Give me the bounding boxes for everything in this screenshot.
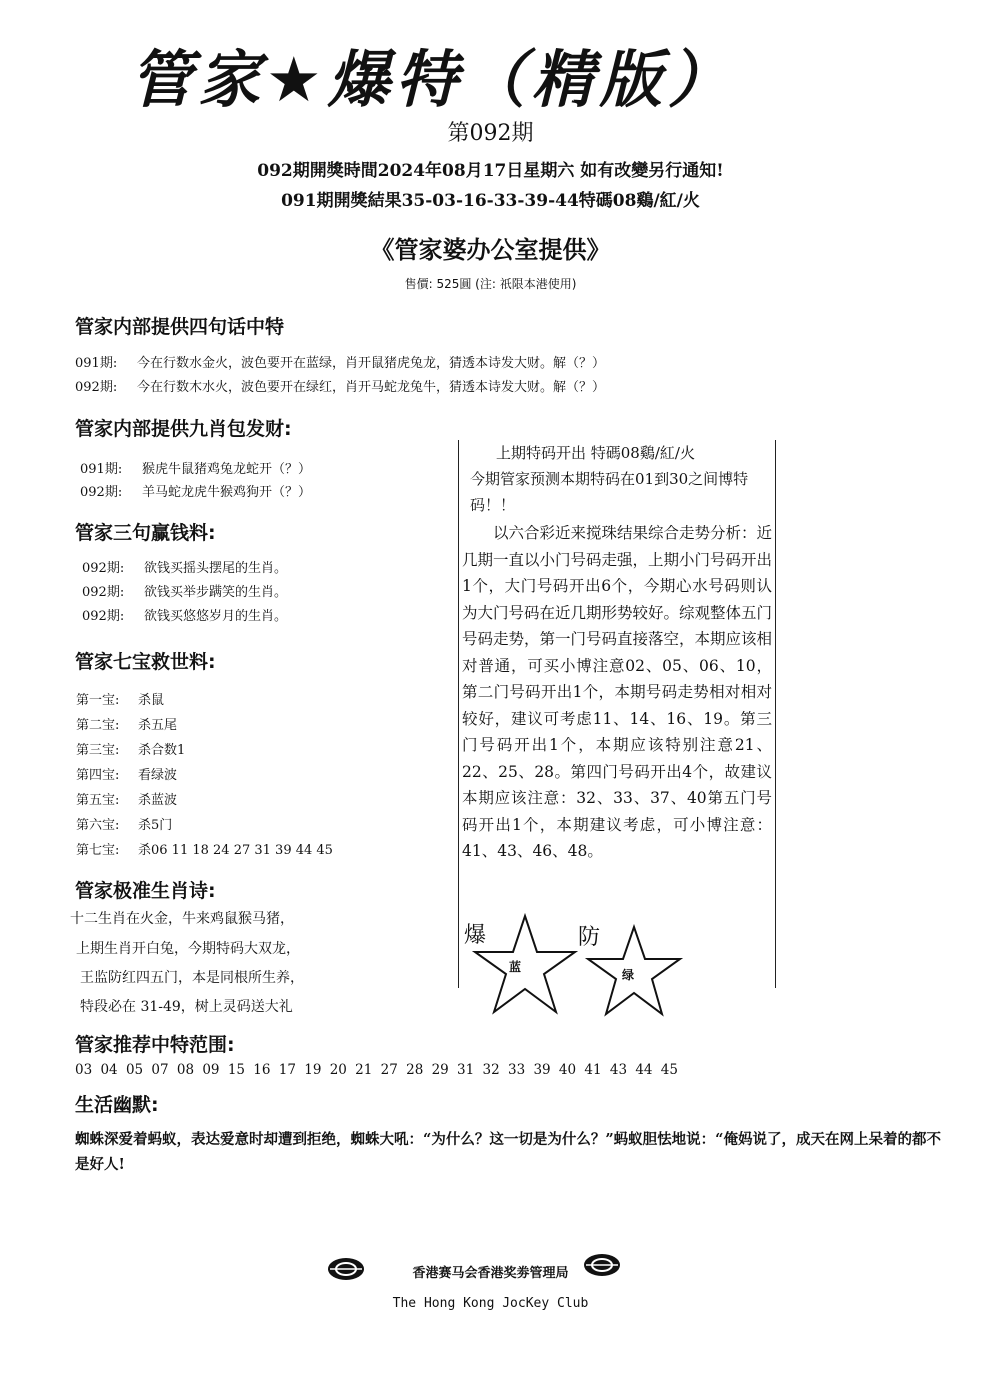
- row-label: 第四宝:: [76, 768, 120, 783]
- row-text: 今在行数木水火，波色要开在绿红，肖开马蛇龙兔牛，猜透本诗发大财。解（？）: [137, 380, 606, 395]
- row-text: 猴虎牛鼠猪鸡兔龙蛇开（？）: [142, 462, 312, 477]
- list-item: [82, 605, 287, 624]
- star-label-fang: 防: [578, 925, 601, 950]
- price: 售價: 525圓 (注: 祇限本港使用): [404, 277, 577, 291]
- analysis-header: [470, 440, 770, 518]
- row-label: 092期:: [82, 561, 125, 576]
- poem-line: 上期生肖开白兔，今期特码大双龙，: [76, 941, 300, 957]
- row-text: 今在行数水金火，波色要开在蓝绿，肖开鼠猪虎兔龙，猜透本诗发大财。解（？）: [137, 356, 606, 371]
- row-label: 第一宝:: [76, 693, 120, 708]
- banner-title: 管家★爆特（精版）: [130, 43, 736, 116]
- humor-title: 生活幽默:: [75, 1094, 159, 1116]
- draw-time: 092期開獎時間2024年08月17日星期六 如有改變另行通知!: [257, 161, 724, 181]
- list-item: [76, 764, 177, 783]
- range-numbers: 03 04 05 07 08 09 15 16 17 19 20 21 27 28 29 31 32 33 39 40 41 43 44 45: [75, 1062, 678, 1078]
- list-item: [75, 352, 605, 371]
- row-text: 欲钱买悠悠岁月的生肖。: [144, 609, 288, 624]
- row-label: 091期:: [75, 356, 118, 371]
- row-label: 092期:: [82, 609, 125, 624]
- list-item: [75, 376, 605, 395]
- row-text: 杀鼠: [138, 693, 165, 708]
- row-label: 第三宝:: [76, 743, 120, 758]
- section-range-title: 管家推荐中特范围:: [75, 1034, 235, 1056]
- issue-number: 第092期: [447, 121, 534, 146]
- poem-line: 特段必在 31-49，树上灵码送大礼: [80, 999, 293, 1015]
- analysis-body: 以六合彩近来搅珠结果综合走势分析：近几期一直以小门号码走强，上期小门号码开出1个，大门号码开出6个，今期心水号码则认为大门号码在近几期形势较好。综观整体五门号码走势，第一门号码直接落空，本期应该相对普通，可买小博注意02、05、06、10，第二门号码开出1个，本期号码走势相对相对较好，建议可考虑11、14、16、19。第三门号码开出1个，本期应该特别注意21、22、25、28。第四门号码开出4个，故建议本期应该注意：32、33、37、40第五门号码开出1个，本期建议考虑，可小博注意：41、43、46、48。: [462, 524, 773, 860]
- humor-text: 蜘蛛深爱着蚂蚁，表达爱意时却遭到拒绝，蜘蛛大吼：“为什么？这一切是为什么？”蚂蚁胆怯地说：“俺妈说了，成天在网上呆着的都不是好人!: [75, 1131, 942, 1173]
- jockey-club-logo-icon: [582, 1252, 622, 1278]
- row-text: 欲钱买摇头摆尾的生肖。: [144, 561, 288, 576]
- section-nine-zodiac-title: 管家内部提供九肖包发财:: [75, 418, 292, 440]
- row-text: 杀合数1: [138, 743, 186, 758]
- list-item: [76, 739, 185, 758]
- row-text: 杀06 11 18 24 27 31 39 44 45: [138, 843, 333, 858]
- list-item: [76, 689, 164, 708]
- row-label: 092期:: [80, 485, 123, 500]
- list-item: [82, 557, 287, 576]
- row-text: 杀五尾: [138, 718, 178, 733]
- analysis-line-2: 今期管家预测本期特码在01到30之间博特码！！: [470, 470, 749, 514]
- row-text: 羊马蛇龙虎牛猴鸡狗开（？）: [142, 485, 312, 500]
- row-label: 091期:: [80, 462, 123, 477]
- row-label: 第五宝:: [76, 793, 120, 808]
- list-item: [80, 458, 311, 477]
- list-item: [80, 481, 311, 500]
- last-result: 091期開獎結果35-03-16-33-39-44特碼08鷄/紅/火: [281, 191, 700, 211]
- provider: 《管家婆办公室提供》: [370, 236, 611, 264]
- row-label: 第六宝:: [76, 818, 120, 833]
- star-label-bao: 爆: [464, 923, 487, 948]
- row-text: 杀5门: [138, 818, 173, 833]
- poem-line: 王监防红四五门，本是同根所生养，: [80, 970, 304, 986]
- row-text: 欲钱买举步蹒笑的生肖。: [144, 585, 288, 600]
- row-label: 092期:: [82, 585, 125, 600]
- section-four-lines-title: 管家内部提供四句话中特: [75, 316, 285, 338]
- section-three-lines-title: 管家三句赢钱料:: [75, 522, 216, 544]
- section-poem-title: 管家极准生肖诗:: [75, 880, 216, 902]
- poem-line: 十二生肖在火金，牛来鸡鼠猴马猪，: [70, 911, 294, 927]
- row-text: 看绿波: [138, 768, 178, 783]
- section-seven-treasures-title: 管家七宝救世料:: [75, 651, 216, 673]
- row-label: 第七宝:: [76, 843, 120, 858]
- row-label: 092期:: [75, 380, 118, 395]
- list-item: [76, 789, 177, 808]
- star-inner-green: 绿: [622, 968, 635, 982]
- star-inner-blue: 蓝: [509, 960, 522, 974]
- list-item: [76, 714, 177, 733]
- star-icon: [470, 912, 580, 1018]
- row-label: 第二宝:: [76, 718, 120, 733]
- list-item: [76, 814, 172, 833]
- row-text: 杀蓝波: [138, 793, 178, 808]
- footer-org-cn: 香港赛马会香港奖劵管理局: [412, 1266, 569, 1281]
- footer-org-en: The Hong Kong JocKey Club: [392, 1296, 589, 1311]
- list-item: [82, 581, 287, 600]
- list-item: [76, 839, 333, 858]
- analysis-line-1: 上期特码开出 特碼08鷄/紅/火: [496, 444, 695, 462]
